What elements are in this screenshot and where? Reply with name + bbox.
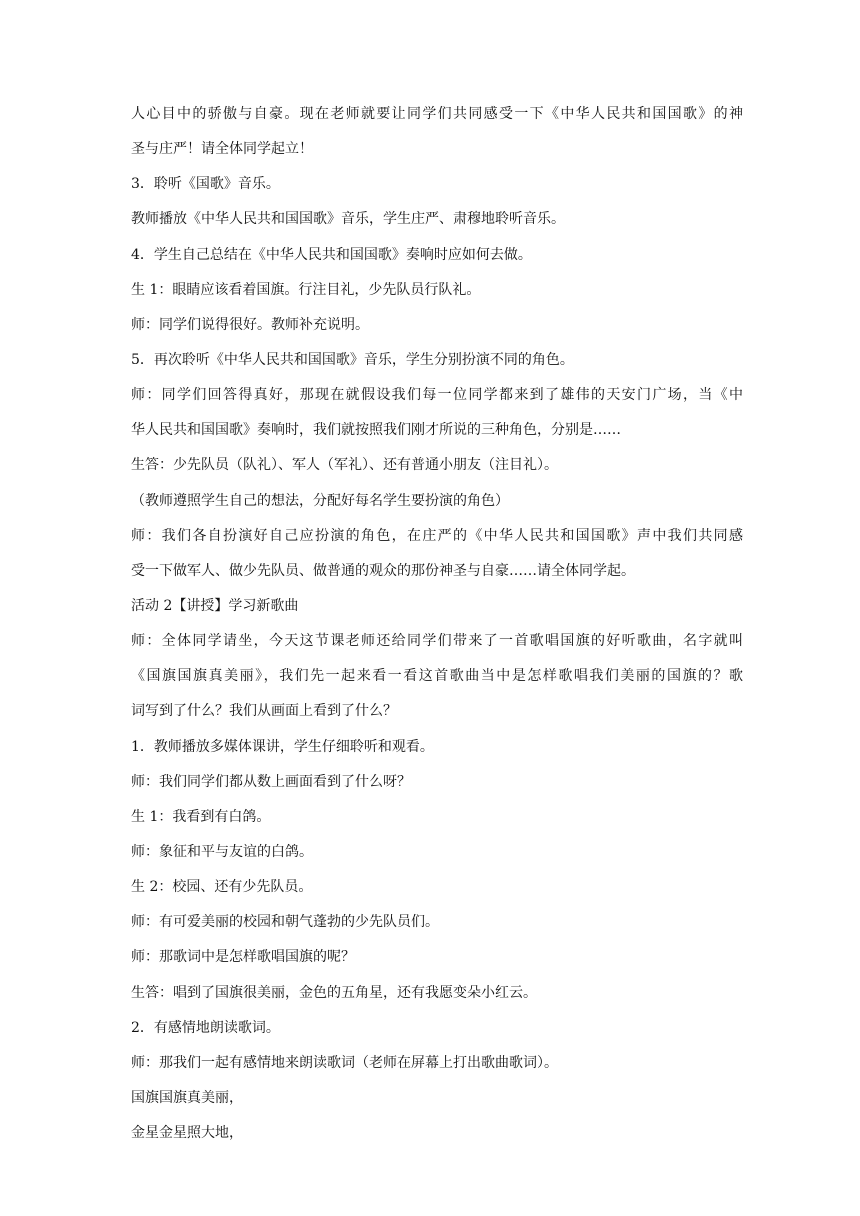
dialogue-line: 师：同学们回答得真好，那现在就假设我们每一位同学都来到了雄伟的天安门广场，当《中 [131,387,743,404]
dialogue-line: 受一下做军人、做少先队员、做普通的观众的那份神圣与自豪……请全体同学起。 [131,562,635,579]
lyric-line: 国旗国旗真美丽， [131,1089,243,1106]
step-heading: 2．有感情地朗读歌词。 [131,1019,280,1036]
step-heading: 5．再次聆听《中华人民共和国国歌》音乐，学生分别扮演不同的角色。 [131,351,574,368]
dialogue-line: 生 1：眼睛应该看着国旗。行注目礼，少先队员行队礼。 [131,281,481,298]
dialogue-line: 生 1：我看到有白鸽。 [131,808,271,825]
step-heading: 4．学生自己总结在《中华人民共和国国歌》奏响时应如何去做。 [131,246,532,263]
activity-heading: 活动 2【讲授】学习新歌曲 [131,597,299,614]
dialogue-line: 师：象征和平与友谊的白鸽。 [131,843,313,860]
step-heading: 3．聆听《国歌》音乐。 [131,176,280,193]
paragraph-line: 教师播放《中华人民共和国国歌》音乐，学生庄严、肃穆地聆听音乐。 [131,211,565,228]
dialogue-line: 华人民共和国国歌》奏响时，我们就按照我们刚才所说的三种角色，分别是…… [131,422,621,439]
lyric-line: 金星金星照大地， [131,1125,243,1142]
paragraph-line: （教师遵照学生自己的想法，分配好每名学生要扮演的角色） [131,492,509,509]
paragraph-line: 圣与庄严！请全体同学起立！ [131,141,313,158]
dialogue-line: 师：我们同学们都从数上画面看到了什么呀？ [131,773,411,790]
dialogue-line: 《国旗国旗真美丽》，我们先一起来看一看这首歌曲当中是怎样歌唱我们美丽的国旗的？歌 [131,668,743,685]
dialogue-line: 师：有可爱美丽的校园和朝气蓬勃的少先队员们。 [131,914,439,931]
dialogue-line: 词写到了什么？我们从画面上看到了什么？ [131,703,397,720]
paragraph-line: 人心目中的骄傲与自豪。现在老师就要让同学们共同感受一下《中华人民共和国国歌》的神 [131,106,743,122]
dialogue-line: 生答：唱到了国旗很美丽，金色的五角星，还有我愿变朵小红云。 [131,984,537,1001]
dialogue-line: 生答：少先队员（队礼）、军人（军礼）、还有普通小朋友（注目礼）。 [131,457,558,474]
dialogue-line: 师：那我们一起有感情地来朗读歌词（老师在屏幕上打出歌曲歌词）。 [131,1054,558,1071]
step-heading: 1．教师播放多媒体课讲，学生仔细聆听和观看。 [131,738,434,755]
dialogue-line: 师：全体同学请坐，今天这节课老师还给同学们带来了一首歌唱国旗的好听歌曲，名字就叫 [131,633,743,650]
document-body [131,104,743,1158]
dialogue-line: 生 2：校园、还有少先队员。 [131,879,313,896]
dialogue-line: 师：我们各自扮演好自己应扮演的角色，在庄严的《中华人民共和国国歌》声中我们共同感 [131,527,743,544]
dialogue-line: 师：那歌词中是怎样歌唱国旗的呢？ [131,949,355,966]
dialogue-line: 师：同学们说得很好。教师补充说明。 [131,316,369,333]
